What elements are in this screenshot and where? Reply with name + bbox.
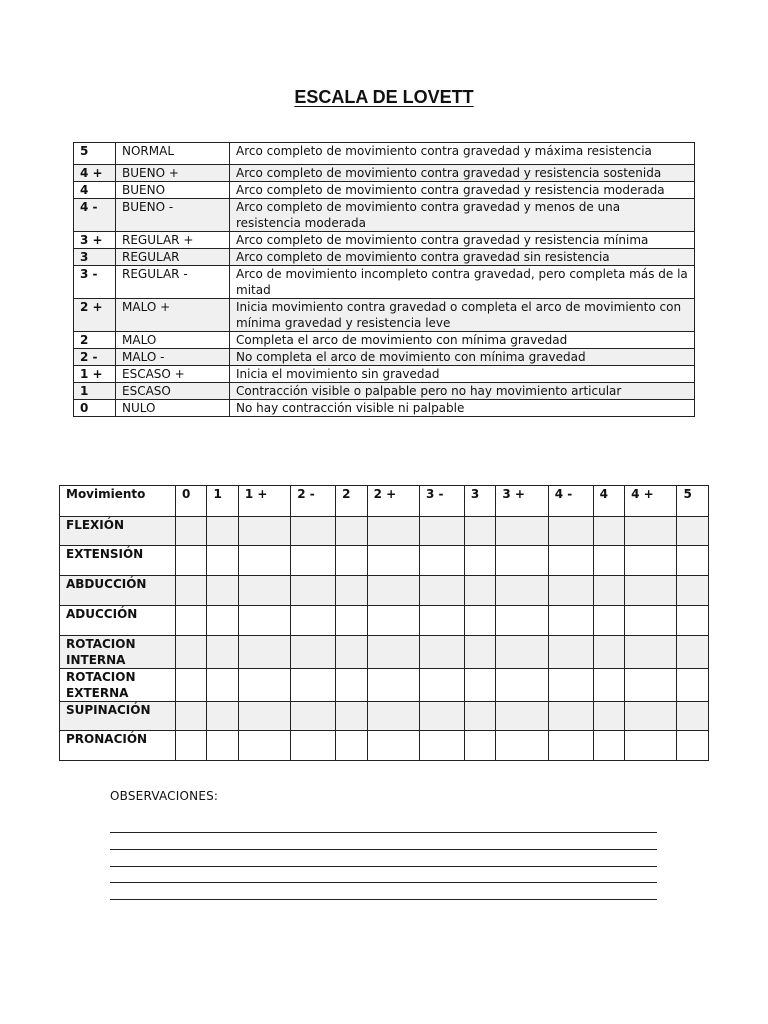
- grade-entry-cell[interactable]: [367, 576, 419, 606]
- legend-name-cell: REGULAR -: [116, 266, 230, 299]
- movement-label: PRONACIÓN: [60, 731, 176, 761]
- grade-entry-cell[interactable]: [464, 606, 495, 636]
- movement-label: ROTACION EXTERNA: [60, 669, 176, 702]
- grade-entry-cell[interactable]: [464, 546, 495, 576]
- grade-entry-cell[interactable]: [176, 636, 207, 669]
- grade-entry-cell[interactable]: [593, 517, 624, 546]
- legend-name-cell: NORMAL: [116, 143, 230, 165]
- grade-entry-cell[interactable]: [625, 669, 677, 702]
- grade-entry-cell[interactable]: [238, 606, 290, 636]
- grade-entry-cell[interactable]: [625, 702, 677, 731]
- legend-name-cell: BUENO -: [116, 199, 230, 232]
- grade-entry-cell[interactable]: [677, 731, 709, 761]
- legend-row: [74, 249, 695, 266]
- grade-entry-cell[interactable]: [291, 669, 336, 702]
- page-title: ESCALA DE LOVETT: [294, 87, 474, 107]
- legend-name-cell: MALO -: [116, 349, 230, 366]
- grade-entry-cell[interactable]: [367, 731, 419, 761]
- legend-desc-cell: No hay contracción visible ni palpable: [230, 400, 695, 417]
- grade-entry-cell[interactable]: [625, 606, 677, 636]
- movement-label: SUPINACIÓN: [60, 702, 176, 731]
- legend-desc-cell: No completa el arco de movimiento con mínima gravedad: [230, 349, 695, 366]
- grade-entry-cell[interactable]: [548, 636, 593, 669]
- grade-entry-cell[interactable]: [336, 606, 367, 636]
- grade-entry-cell[interactable]: [176, 731, 207, 761]
- legend-desc-cell: Arco completo de movimiento contra gravedad y resistencia mínima: [230, 232, 695, 249]
- grade-entry-cell[interactable]: [367, 636, 419, 669]
- grade-entry-cell[interactable]: [336, 546, 367, 576]
- grade-entry-cell[interactable]: [291, 546, 336, 576]
- legend-row: [74, 266, 695, 299]
- legend-row: [74, 165, 695, 182]
- grade-entry-cell[interactable]: [625, 546, 677, 576]
- legend-grade-cell: 4 -: [74, 199, 116, 232]
- legend-grade-cell: 4: [74, 182, 116, 199]
- legend-desc-cell: Arco de movimiento incompleto contra gravedad, pero completa más de la mitad: [230, 266, 695, 299]
- legend-row: [74, 383, 695, 400]
- legend-grade-cell: 3: [74, 249, 116, 266]
- observation-line[interactable]: [110, 899, 657, 900]
- legend-row: [74, 332, 695, 349]
- legend-grade-cell: 2 +: [74, 299, 116, 332]
- legend-row: [74, 182, 695, 199]
- legend-grade-cell: 5: [74, 143, 116, 165]
- grade-entry-cell[interactable]: [464, 731, 495, 761]
- grade-entry-cell[interactable]: [367, 702, 419, 731]
- grade-entry-cell[interactable]: [207, 517, 238, 546]
- grid-header-grade: 4: [593, 486, 624, 517]
- grade-entry-cell[interactable]: [593, 576, 624, 606]
- legend-name-cell: REGULAR +: [116, 232, 230, 249]
- legend-grade-cell: 2: [74, 332, 116, 349]
- movement-label: ABDUCCIÓN: [60, 576, 176, 606]
- grid-header-movement: Movimiento: [60, 486, 176, 517]
- legend-desc-cell: Arco completo de movimiento contra gravedad y menos de una resistencia moderada: [230, 199, 695, 232]
- legend-desc-cell: Arco completo de movimiento contra gravedad sin resistencia: [230, 249, 695, 266]
- movement-label: FLEXIÓN: [60, 517, 176, 546]
- legend-desc-cell: Arco completo de movimiento contra gravedad y resistencia sostenida: [230, 165, 695, 182]
- grade-entry-cell[interactable]: [207, 606, 238, 636]
- grade-entry-cell[interactable]: [496, 702, 548, 731]
- grid-header-grade: 4 +: [625, 486, 677, 517]
- grade-entry-cell[interactable]: [291, 576, 336, 606]
- legend-row: [74, 199, 695, 232]
- grade-entry-cell[interactable]: [677, 546, 709, 576]
- grade-entry-cell[interactable]: [593, 702, 624, 731]
- grade-entry-cell[interactable]: [291, 731, 336, 761]
- legend-desc-cell: Inicia el movimiento sin gravedad: [230, 366, 695, 383]
- legend-desc-cell: Inicia movimiento contra gravedad o completa el arco de movimiento con mínima gravedad y resistencia leve: [230, 299, 695, 332]
- grade-entry-cell[interactable]: [367, 669, 419, 702]
- grade-entry-cell[interactable]: [593, 636, 624, 669]
- legend-name-cell: MALO: [116, 332, 230, 349]
- grade-entry-cell[interactable]: [238, 546, 290, 576]
- grade-entry-cell[interactable]: [548, 669, 593, 702]
- grade-entry-cell[interactable]: [336, 517, 367, 546]
- observation-line[interactable]: [110, 882, 657, 883]
- movement-row: [60, 702, 709, 731]
- legend-desc-cell: Arco completo de movimiento contra gravedad y resistencia moderada: [230, 182, 695, 199]
- grade-entry-cell[interactable]: [238, 517, 290, 546]
- movement-row: [60, 669, 709, 702]
- grade-entry-cell[interactable]: [496, 517, 548, 546]
- grade-entry-cell[interactable]: [336, 669, 367, 702]
- grade-entry-cell[interactable]: [420, 517, 465, 546]
- grade-entry-cell[interactable]: [496, 636, 548, 669]
- grade-entry-cell[interactable]: [207, 576, 238, 606]
- movement-row: [60, 606, 709, 636]
- legend-grade-cell: 2 -: [74, 349, 116, 366]
- grade-entry-cell[interactable]: [677, 576, 709, 606]
- grade-entry-cell[interactable]: [176, 702, 207, 731]
- legend-row: [74, 349, 695, 366]
- grade-entry-cell[interactable]: [464, 636, 495, 669]
- grade-entry-cell[interactable]: [625, 576, 677, 606]
- grid-header-grade: 3 -: [420, 486, 465, 517]
- grid-header-grade: 1: [207, 486, 238, 517]
- legend-name-cell: REGULAR: [116, 249, 230, 266]
- grade-entry-cell[interactable]: [548, 731, 593, 761]
- grade-entry-cell[interactable]: [336, 731, 367, 761]
- grade-entry-cell[interactable]: [207, 636, 238, 669]
- movement-label: EXTENSIÓN: [60, 546, 176, 576]
- grade-entry-cell[interactable]: [548, 606, 593, 636]
- grade-entry-cell[interactable]: [367, 606, 419, 636]
- observation-line[interactable]: [110, 866, 657, 867]
- grid-header-grade: 0: [176, 486, 207, 517]
- legend-row: [74, 366, 695, 383]
- grade-entry-cell[interactable]: [238, 731, 290, 761]
- grade-entry-cell[interactable]: [291, 636, 336, 669]
- legend-desc-cell: Arco completo de movimiento contra gravedad y máxima resistencia: [230, 143, 695, 165]
- movement-label: ADUCCIÓN: [60, 606, 176, 636]
- lovett-legend-table: [73, 142, 695, 417]
- grade-entry-cell[interactable]: [593, 731, 624, 761]
- grade-entry-cell[interactable]: [677, 606, 709, 636]
- grade-entry-cell[interactable]: [464, 576, 495, 606]
- grade-entry-cell[interactable]: [625, 517, 677, 546]
- grade-entry-cell[interactable]: [207, 546, 238, 576]
- grade-entry-cell[interactable]: [548, 702, 593, 731]
- grade-entry-cell[interactable]: [677, 517, 709, 546]
- grade-entry-cell[interactable]: [420, 669, 465, 702]
- grade-entry-cell[interactable]: [677, 702, 709, 731]
- grade-entry-cell[interactable]: [291, 702, 336, 731]
- grade-entry-cell[interactable]: [238, 669, 290, 702]
- grade-entry-cell[interactable]: [420, 731, 465, 761]
- grade-entry-cell[interactable]: [496, 731, 548, 761]
- grade-entry-cell[interactable]: [207, 669, 238, 702]
- legend-grade-cell: 1 +: [74, 366, 116, 383]
- grade-entry-cell[interactable]: [238, 576, 290, 606]
- legend-name-cell: ESCASO: [116, 383, 230, 400]
- observations-label: OBSERVACIONES:: [110, 789, 219, 803]
- legend-row: [74, 232, 695, 249]
- grade-entry-cell[interactable]: [496, 576, 548, 606]
- grade-entry-cell[interactable]: [548, 576, 593, 606]
- movement-label: ROTACION INTERNA: [60, 636, 176, 669]
- grade-entry-cell[interactable]: [336, 576, 367, 606]
- movement-row: [60, 576, 709, 606]
- movement-row: [60, 636, 709, 669]
- grid-header-grade: 2 -: [291, 486, 336, 517]
- grade-entry-cell[interactable]: [238, 636, 290, 669]
- legend-desc-cell: Contracción visible o palpable pero no hay movimiento articular: [230, 383, 695, 400]
- grade-entry-cell[interactable]: [367, 546, 419, 576]
- grade-entry-cell[interactable]: [593, 606, 624, 636]
- grade-entry-cell[interactable]: [291, 606, 336, 636]
- legend-grade-cell: 0: [74, 400, 116, 417]
- legend-grade-cell: 1: [74, 383, 116, 400]
- grade-entry-cell[interactable]: [464, 517, 495, 546]
- legend-name-cell: MALO +: [116, 299, 230, 332]
- grade-entry-cell[interactable]: [496, 669, 548, 702]
- grade-entry-cell[interactable]: [176, 669, 207, 702]
- grade-entry-cell[interactable]: [176, 546, 207, 576]
- grade-entry-cell[interactable]: [336, 636, 367, 669]
- movement-row: [60, 517, 709, 546]
- grid-header-grade: 1 +: [238, 486, 290, 517]
- legend-grade-cell: 4 +: [74, 165, 116, 182]
- grade-entry-cell[interactable]: [420, 606, 465, 636]
- grade-entry-cell[interactable]: [176, 576, 207, 606]
- observation-line[interactable]: [110, 832, 657, 833]
- grid-header-grade: 5: [677, 486, 709, 517]
- grade-entry-cell[interactable]: [336, 702, 367, 731]
- legend-row: [74, 143, 695, 165]
- observation-line[interactable]: [110, 849, 657, 850]
- grid-header-grade: 3 +: [496, 486, 548, 517]
- legend-desc-cell: Completa el arco de movimiento con mínima gravedad: [230, 332, 695, 349]
- grade-entry-cell[interactable]: [496, 546, 548, 576]
- grade-entry-cell[interactable]: [238, 702, 290, 731]
- legend-row: [74, 299, 695, 332]
- movement-row: [60, 731, 709, 761]
- legend-grade-cell: 3 +: [74, 232, 116, 249]
- grade-entry-cell[interactable]: [420, 702, 465, 731]
- grid-header-grade: 2 +: [367, 486, 419, 517]
- legend-name-cell: BUENO +: [116, 165, 230, 182]
- grade-entry-cell[interactable]: [207, 702, 238, 731]
- legend-name-cell: ESCASO +: [116, 366, 230, 383]
- legend-grade-cell: 3 -: [74, 266, 116, 299]
- legend-row: [74, 400, 695, 417]
- grade-entry-cell[interactable]: [677, 669, 709, 702]
- grade-entry-cell[interactable]: [625, 731, 677, 761]
- grade-entry-cell[interactable]: [176, 606, 207, 636]
- grade-entry-cell[interactable]: [677, 636, 709, 669]
- grid-header-grade: 2: [336, 486, 367, 517]
- grid-header-grade: 4 -: [548, 486, 593, 517]
- grade-entry-cell[interactable]: [367, 517, 419, 546]
- movement-row: [60, 546, 709, 576]
- grade-entry-cell[interactable]: [464, 669, 495, 702]
- grade-entry-cell[interactable]: [420, 636, 465, 669]
- grade-entry-cell[interactable]: [420, 546, 465, 576]
- grade-entry-cell[interactable]: [420, 576, 465, 606]
- grade-entry-cell[interactable]: [593, 546, 624, 576]
- legend-name-cell: NULO: [116, 400, 230, 417]
- grade-entry-cell[interactable]: [593, 669, 624, 702]
- grade-entry-cell[interactable]: [496, 606, 548, 636]
- legend-name-cell: BUENO: [116, 182, 230, 199]
- grid-header-grade: 3: [464, 486, 495, 517]
- grade-entry-cell[interactable]: [207, 731, 238, 761]
- grade-entry-cell[interactable]: [548, 517, 593, 546]
- grade-entry-cell[interactable]: [548, 546, 593, 576]
- grade-entry-cell[interactable]: [464, 702, 495, 731]
- grade-entry-cell[interactable]: [176, 517, 207, 546]
- grade-entry-cell[interactable]: [291, 517, 336, 546]
- grade-entry-cell[interactable]: [625, 636, 677, 669]
- movement-grade-table: [59, 485, 709, 761]
